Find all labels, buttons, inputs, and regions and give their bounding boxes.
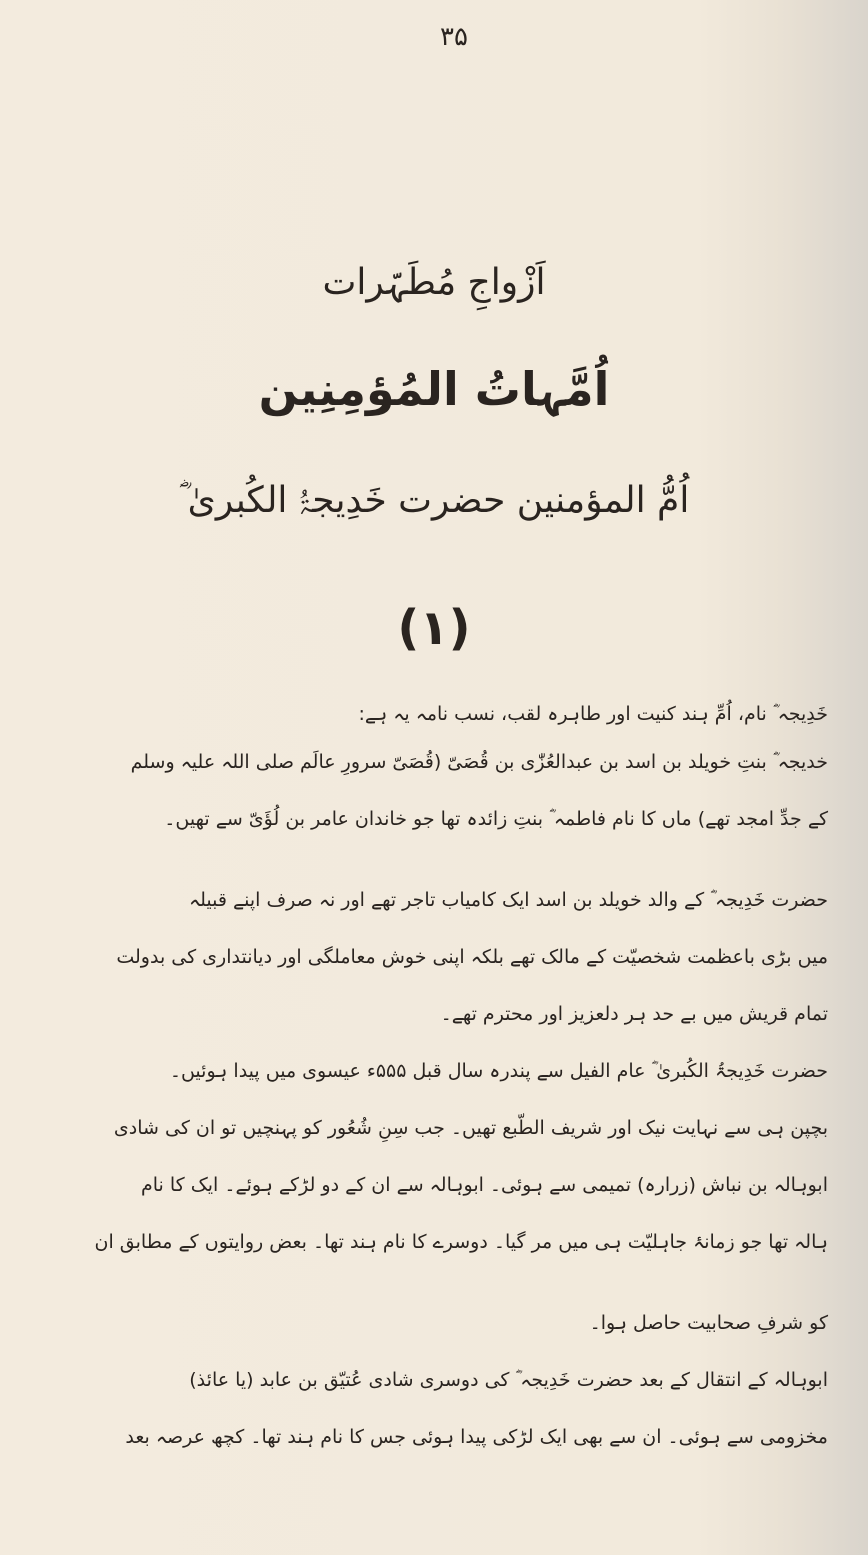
body-text <box>40 700 828 1480</box>
text-line: کو شرفِ صحابیت حاصل ہوا۔ <box>589 1312 828 1334</box>
text-line: مخزومی سے ہوئی۔ ان سے بھی ایک لڑکی پیدا ہوئی جس کا نام ہند تھا۔ کچھ عرصہ بعد <box>125 1426 828 1448</box>
text-line: خدیجہ ؓ بنتِ خویلد بن اسد بن عبدالعُزّٰی بن قُصَیّ (قُصَیّ سرورِ عالَم صلی اللہ علیہ وسلم <box>130 751 828 773</box>
text-line: خَدِیجہ ؓ نام، اُمِّ ہند کنیت اور طاہرہ لقب، نسب نامہ یہ ہے: <box>358 703 828 725</box>
text-line: بچپن ہی سے نہایت نیک اور شریف الطّبع تھیں۔ جب سِنِ شُعُور کو پہنچیں تو ان کی شادی <box>113 1117 828 1139</box>
text-line: ہالہ تھا جو زمانۂ جاہلیّت ہی میں مر گیا۔ دوسرے کا نام ہند تھا۔ بعض روایتوں کے مطابق ان <box>94 1231 828 1253</box>
subtitle: اُمُّ المؤمنین حضرت خَدِیجۃُ الکُبریٰ ؓ <box>178 480 690 521</box>
text-line: حضرت خَدِیجہ ؓ کے والد خویلد بن اسد ایک کامیاب تاجر تھے اور نہ صرف اپنے قبیلہ <box>188 889 828 911</box>
main-title: اُمَّہاتُ المُؤمِنِین <box>258 362 610 416</box>
text-line: ابوہالہ کے انتقال کے بعد حضرت خَدِیجہ ؓ کی دوسری شادی عُتیّق بن عابد (یا عائذ) <box>189 1369 828 1391</box>
chapter-number: (۱) <box>397 600 471 656</box>
page-number: ۳۵ <box>440 22 468 52</box>
text-line: تمام قریش میں بے حد ہر دلعزیز اور محترم تھے۔ <box>440 1003 828 1025</box>
text-line: میں بڑی باعظمت شخصیّت کے مالک تھے بلکہ اپنی خوش معاملگی اور دیانتداری کی بدولت <box>116 946 828 968</box>
section-title: اَزْواجِ مُطَہّرات <box>322 262 546 303</box>
text-line: ابوہالہ بن نباش (زرارہ) تمیمی سے ہوئی۔ ابوہالہ سے ان کے دو لڑکے ہوئے۔ ایک کا نام <box>141 1174 828 1196</box>
text-line: کے جدِّ امجد تھے) ماں کا نام فاطمہ ؓ بنتِ زائدہ تھا جو خاندان عامر بن لُؤَیّ سے تھیں۔ <box>164 808 828 830</box>
text-line: حضرت خَدِیجۃُ الکُبریٰ ؓ عام الفیل سے پندرہ سال قبل ۵۵۵ء عیسوی میں پیدا ہوئیں۔ <box>169 1060 828 1082</box>
